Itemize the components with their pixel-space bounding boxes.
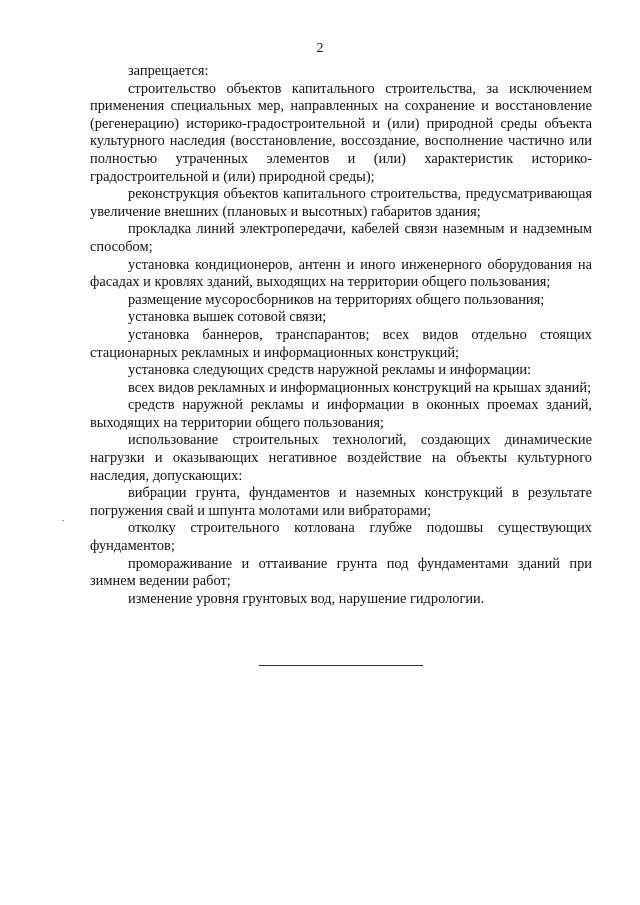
paragraph-banners: установка баннеров, транспарантов; всех видов отдельно стоящих стационарных рекламных и информационных конструкций; [90, 326, 592, 361]
end-divider-line [259, 665, 423, 666]
paragraph-power-lines: прокладка линий электропередачи, кабелей связи наземным и надземным способом; [90, 221, 592, 255]
paragraph-cell-towers: установка вышек сотовой связи; [128, 309, 327, 326]
paragraph-outdoor-ads-intro: установка следующих средств наружной рекламы и информации: [128, 362, 532, 379]
paragraph-window-ads: средств наружной рекламы и информации в оконных проемах зданий, выходящих на территории общего пользования; [90, 397, 592, 431]
paragraph-roof-ads: всех видов рекламных и информационных конструкций на крышах зданий; [128, 379, 592, 396]
paragraph-groundwater: изменение уровня грунтовых вод, нарушение гидрологии. [128, 590, 485, 607]
paragraph-garbage-bins: размещение мусоросборников на территориях общего пользования; [128, 291, 545, 308]
page-number: 2 [316, 41, 324, 56]
scan-speck [62, 520, 64, 521]
paragraph-excavation: отколку строительного котлована глубже подошвы существующих фундаментов; [90, 520, 592, 555]
paragraph-construction: строительство объектов капитального строительства, за исключением применения специальных мер, направленных на сохранение и восстановление (регенерацию) историко-градостроительной и (или) природной среды объекта культурного наследия (восстановление, воссоздание, восполнение частично или полностью утраченных элементов и (или) характеристик историко-градостроительной и (или) природной среды); [90, 80, 592, 185]
paragraph-vibrations: вибрации грунта, фундаментов и наземных конструкций в результате погружения свай и шпунта молотами или вибраторами; [90, 485, 592, 519]
paragraph-freezing: промораживание и оттаивание грунта под фундаментами зданий при зимнем ведении работ; [90, 555, 592, 590]
document-body [90, 63, 592, 608]
paragraph-air-conditioners: установка кондиционеров, антенн и иного инженерного оборудования на фасадах и кровлях зданий, выходящих на территории общего пользования; [90, 256, 592, 291]
paragraph-construction-tech: использование строительных технологий, создающих динамические нагрузки и оказывающих негативное воздействие на объекты культурного наследия, допускающих: [90, 432, 592, 484]
paragraph-reconstruction: реконструкция объектов капитального строительства, предусматривающая увеличение внешних (плановых и высотных) габаритов здания; [90, 186, 592, 220]
paragraph-prohibited-intro: запрещается: [128, 63, 209, 79]
